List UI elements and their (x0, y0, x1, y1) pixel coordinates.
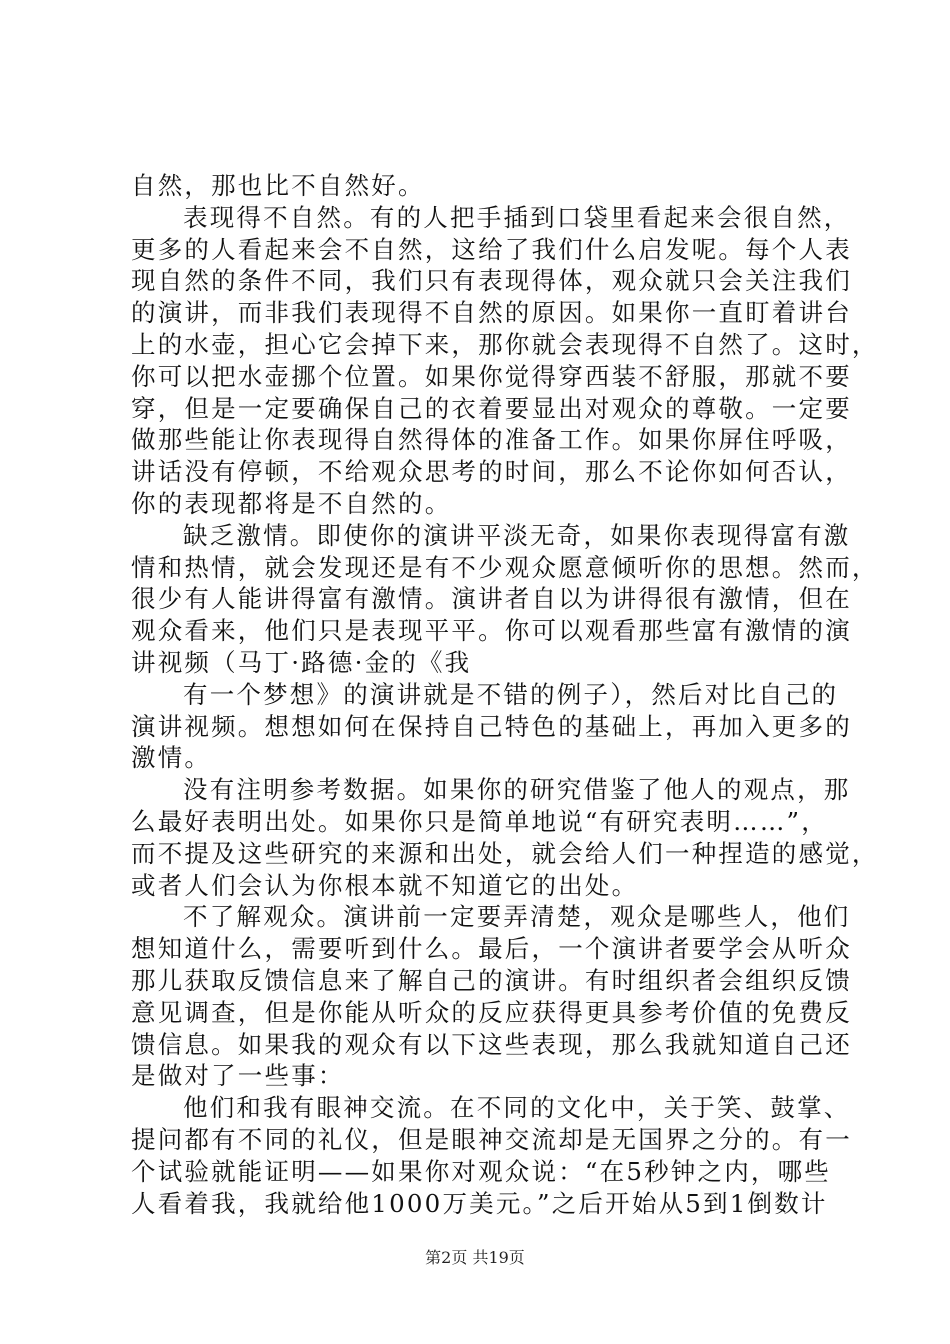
text-line: 想知道什么，需要听到什么。最后，一个演讲者要学会从听众 (131, 934, 852, 964)
page-footer (0, 1245, 950, 1268)
text-line: 意见调查，但是你能从听众的反应获得更具参考价值的免费反 (131, 997, 852, 1027)
text-line: 做那些能让你表现得自然得体的准备工作。如果你屏住呼吸， (131, 425, 852, 455)
text-line: 自然，那也比不自然好。 (131, 171, 425, 200)
page-number-label: 第2页 共19页 (425, 1248, 525, 1267)
text-line: 馈信息。如果我的观众有以下这些表现，那么我就知道自己还 (131, 1029, 852, 1059)
text-line: 有一个梦想》的演讲就是不错的例子），然后对比自己的 (183, 679, 839, 709)
text-line: 演讲视频。想想如何在保持自己特色的基础上，再加入更多的 (131, 711, 852, 741)
text-line: 你的表现都将是不自然的。 (131, 488, 452, 518)
text-line: 更多的人看起来会不自然，这给了我们什么启发呢。每个人表 (131, 234, 852, 264)
text-line: 上的水壶，担心它会掉下来，那你就会表现得不自然了。这时， (131, 329, 879, 359)
text-line: 讲话没有停顿，不给观众思考的时间，那么不论你如何否认， (131, 457, 852, 487)
text-line: 的演讲，而非我们表现得不自然的原因。如果你一直盯着讲台 (131, 298, 852, 328)
text-line: 而不提及这些研究的来源和出处，就会给人们一种捏造的感觉， (131, 838, 879, 868)
text-line: 缺乏激情。即使你的演讲平淡无奇，如果你表现得富有激 (183, 520, 851, 550)
text-line: 激情。 (131, 743, 212, 773)
text-line: 提问都有不同的礼仪，但是眼神交流却是无国界之分的。有一 (131, 1124, 852, 1154)
text-line: 穿，但是一定要确保自己的衣着要显出对观众的尊敬。一定要 (131, 393, 852, 423)
text-line: 人看着我，我就给他1000万美元。”之后开始从5到1倒数计 (131, 1188, 828, 1218)
text-line: 是做对了一些事： (131, 1061, 345, 1091)
text-line: 那儿获取反馈信息来了解自己的演讲。有时组织者会组织反馈 (131, 965, 852, 995)
text-line: 他们和我有眼神交流。在不同的文化中，关于笑、鼓掌、 (183, 1093, 851, 1123)
text-line: 观众看来，他们只是表现平平。你可以观看那些富有激情的演 (131, 616, 852, 646)
text-line: 么最好表明出处。如果你只是简单地说“有研究表明……”， (131, 806, 828, 836)
text-line: 现自然的条件不同，我们只有表现得体，观众就只会关注我们 (131, 266, 852, 296)
text-line: 不了解观众。演讲前一定要弄清楚，观众是哪些人，他们 (183, 902, 851, 932)
text-line: 个试验就能证明——如果你对观众说：“在5秒钟之内，哪些 (131, 1156, 832, 1186)
text-line: 很少有人能讲得富有激情。演讲者自以为讲得很有激情，但在 (131, 584, 852, 614)
text-line: 表现得不自然。有的人把手插到口袋里看起来会很自然， (183, 202, 851, 232)
text-line: 你可以把水壶挪个位置。如果你觉得穿西装不舒服，那就不要 (131, 361, 852, 391)
text-line: 讲视频（马丁·路德·金的《我 (131, 647, 472, 677)
text-line: 或者人们会认为你根本就不知道它的出处。 (131, 870, 639, 900)
text-line: 情和热情，就会发现还是有不少观众愿意倾听你的思想。然而， (131, 552, 879, 582)
document-body (131, 170, 879, 1219)
text-line: 没有注明参考数据。如果你的研究借鉴了他人的观点，那 (183, 775, 851, 805)
